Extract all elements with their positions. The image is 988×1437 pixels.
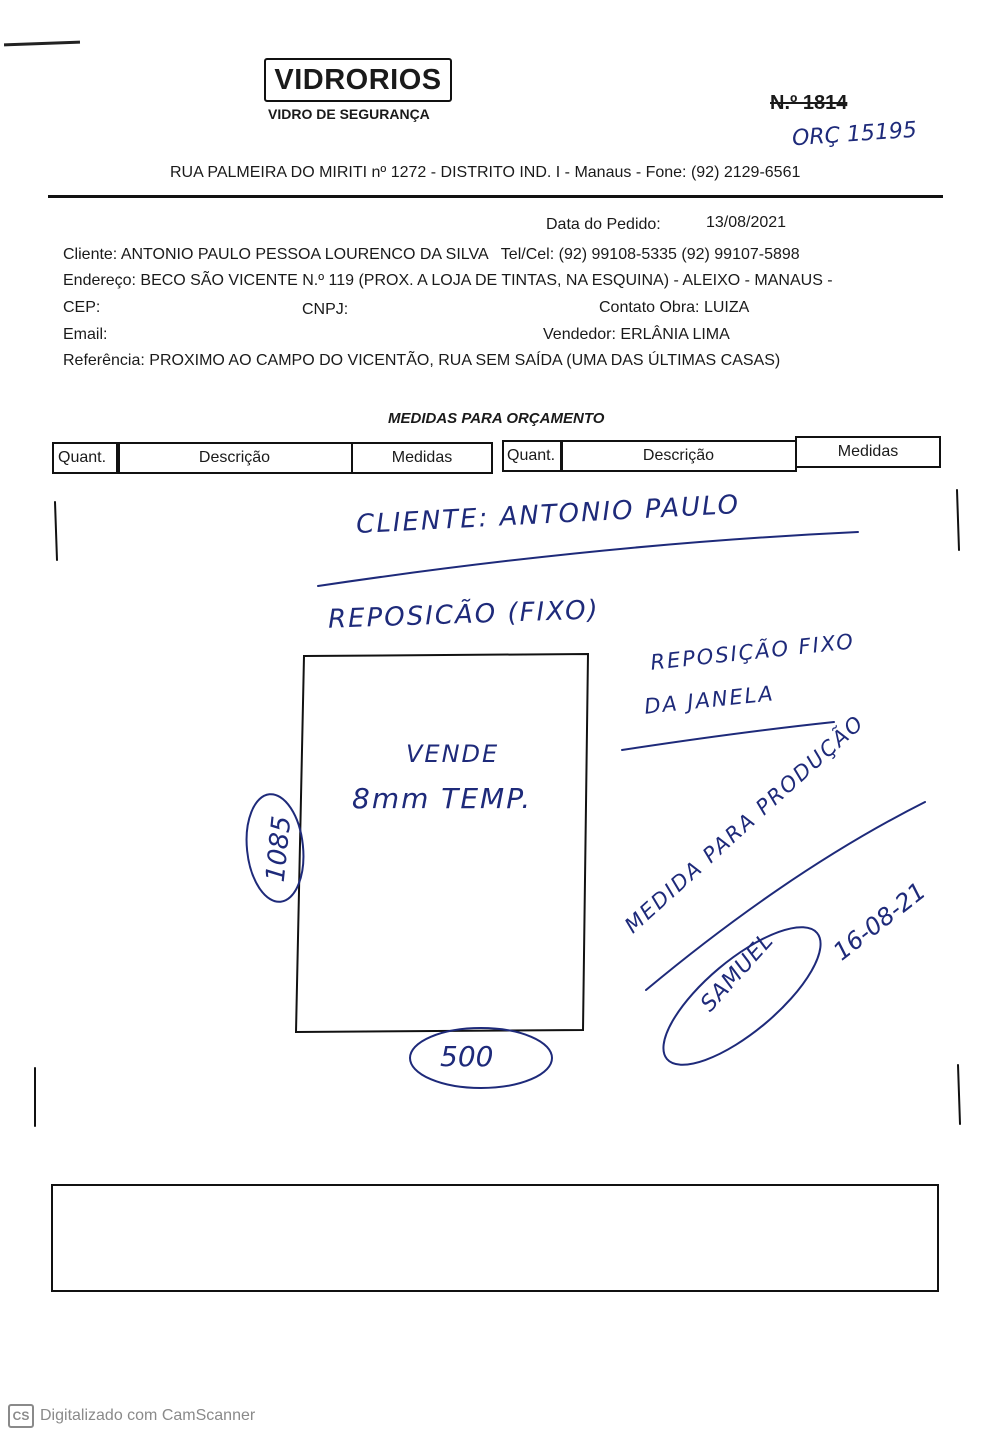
col-medidas-2: Medidas	[795, 436, 941, 468]
contact-label: Contato Obra:	[599, 299, 700, 316]
glass-line-1: VENDE	[406, 740, 500, 768]
header-divider	[48, 195, 943, 198]
reference-row	[63, 352, 780, 370]
margin-mark-right-top	[957, 490, 959, 550]
order-date-label: Data do Pedido:	[546, 216, 661, 233]
scanner-watermark	[8, 1404, 255, 1428]
email-label: Email:	[63, 326, 108, 343]
client-label: Cliente:	[63, 246, 118, 263]
measures-title: MEDIDAS PARA ORÇAMENTO	[388, 410, 605, 427]
glass-line-2: 8mm TEMP.	[352, 782, 533, 815]
order-date-value: 13/08/2021	[706, 214, 787, 231]
side-note-line-1: REPOSIÇÃO FIXO	[649, 629, 856, 675]
brand-tagline: VIDRO DE SEGURANÇA	[268, 106, 430, 122]
company-address: RUA PALMEIRA DO MIRITI nº 1272 - DISTRITO IND. I - Manaus - Fone: (92) 2129-6561	[170, 164, 801, 181]
width-dimension: 500	[440, 1040, 494, 1073]
contact-value: LUIZA	[703, 299, 750, 316]
production-note: MEDIDA PARA PRODUÇÃO	[620, 710, 870, 938]
col-quant-1: Quant.	[52, 442, 120, 474]
client-note-underline	[318, 532, 858, 586]
address-label: Endereço:	[63, 272, 136, 289]
col-desc-1: Descrição	[116, 442, 353, 474]
side-note-line-2: DA JANELA	[643, 681, 776, 719]
production-note-line	[646, 802, 925, 990]
col-quant-2: Quant.	[502, 440, 563, 472]
glass-panel-outline	[296, 654, 588, 1032]
signature-ellipse	[644, 905, 840, 1086]
cep-label: CEP:	[63, 299, 101, 316]
cnpj-label: CNPJ:	[302, 301, 349, 318]
client-note: CLIENTE: ANTONIO PAULO	[355, 489, 741, 541]
budget-number: ORÇ 15195	[791, 117, 918, 152]
col-medidas-1: Medidas	[351, 442, 493, 474]
camscanner-icon: CS	[8, 1404, 34, 1428]
address-row	[63, 272, 833, 290]
scanner-text: Digitalizado com CamScanner	[40, 1407, 256, 1424]
margin-mark-right-bottom	[958, 1065, 960, 1124]
side-note-underline	[622, 722, 834, 750]
seller-value: ERLÂNIA LIMA	[620, 326, 730, 343]
signed-date: 16-08-21	[828, 876, 932, 967]
order-number-crossed: N.º 1814	[770, 92, 848, 114]
margin-mark-left-top	[55, 502, 57, 560]
notes-box	[51, 1184, 939, 1292]
reference-label: Referência:	[63, 352, 145, 369]
scan-mark	[4, 41, 80, 47]
reference-value: PROXIMO AO CAMPO DO VICENTÃO, RUA SEM SAÍDA (UMA DAS ÚLTIMAS CASAS)	[149, 352, 781, 369]
height-dimension: 1085	[260, 814, 298, 884]
replacement-note: REPOSICÃO (FIXO)	[327, 595, 601, 635]
seller-row	[543, 326, 730, 344]
phone-label: Tel/Cel:	[500, 246, 555, 263]
handwritten-sketch	[0, 470, 988, 1170]
contact-row	[599, 299, 749, 317]
client-value: ANTONIO PAULO PESSOA LOURENCO DA SILVA	[120, 246, 488, 263]
signature: SAMUEL	[696, 928, 779, 1017]
address-value: BECO SÃO VICENTE N.º 119 (PROX. A LOJA DE TINTAS, NA ESQUINA) - ALEIXO - MANAUS -	[140, 272, 833, 289]
col-desc-2: Descrição	[560, 440, 797, 472]
brand-logo: VIDRORIOS	[264, 58, 452, 102]
seller-label: Vendedor:	[543, 326, 616, 343]
client-row	[63, 246, 800, 264]
phone-value: (92) 99108-5335 (92) 99107-5898	[558, 246, 800, 263]
